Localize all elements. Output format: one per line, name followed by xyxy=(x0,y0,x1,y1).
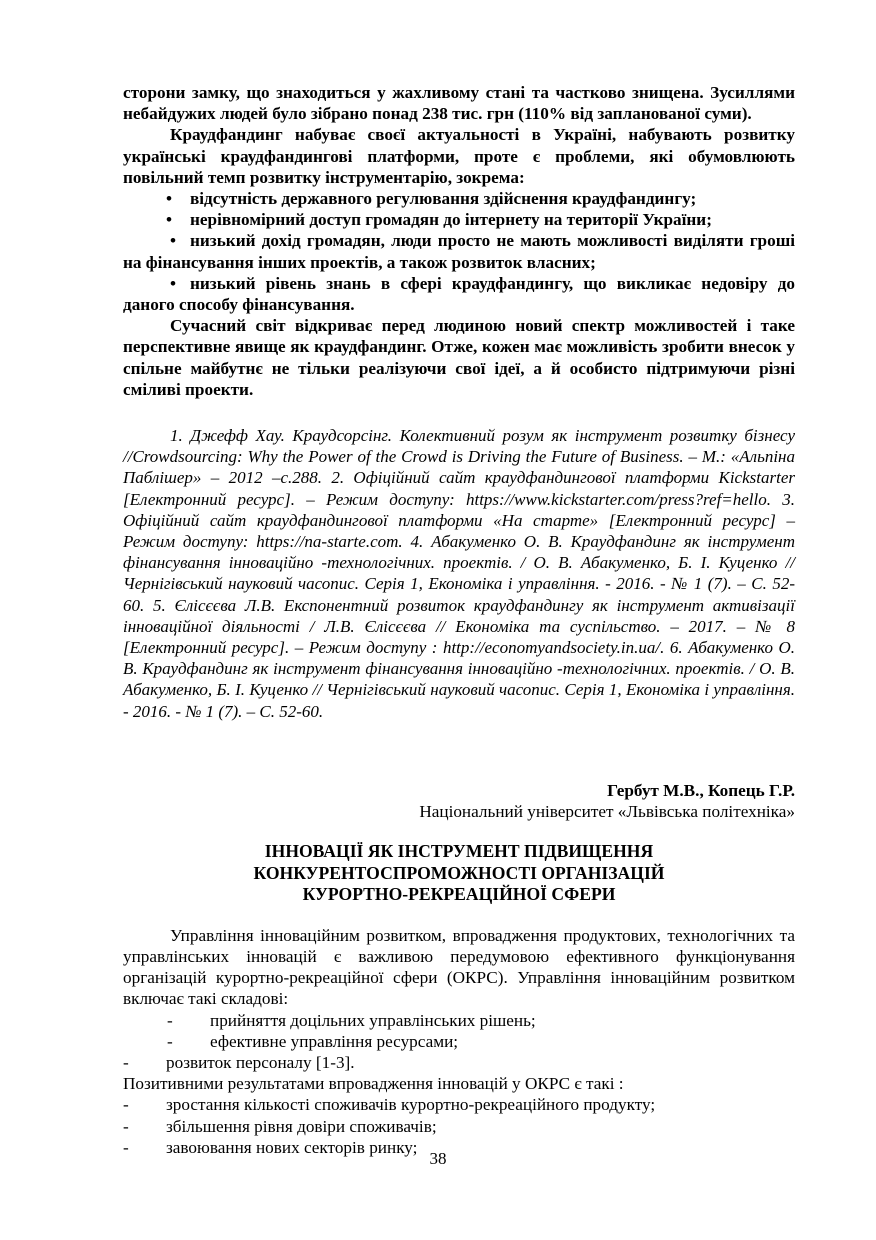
paragraph: сторони замку, що знаходиться у жахливому стані та частково знищена. Зусиллями небайдужих людей було зібрано понад 238 тис. грн (110% від запланованої суми). xyxy=(123,83,795,124)
article-title: ІННОВАЦІЇ ЯК ІНСТРУМЕНТ ПІДВИЩЕННЯ КОНКУРЕНТОСПРОМОЖНОСТІ ОРГАНІЗАЦІЙ КУРОРТНО-РЕКРЕАЦІЙНОЇ СФЕРИ xyxy=(253,841,665,905)
list-item: - прийняття доцільних управлінських рішень; xyxy=(167,1010,536,1030)
list-item: - зростання кількості споживачів курортно-рекреаційного продукту; xyxy=(123,1095,656,1115)
list-item: - збільшення рівня довіри споживачів; xyxy=(123,1116,437,1136)
crowdfunding-section xyxy=(123,82,795,400)
list-item: - ефективне управління ресурсами; xyxy=(167,1031,459,1051)
paragraph: Краудфандинг набуває своєї актуальності в Україні, набувають розвитку українські краудфандингові платформи, проте є проблеми, які обумовлюють повільний темп розвитку інструментарію, зокрема: xyxy=(123,125,795,187)
references xyxy=(123,425,795,722)
paragraph: Управління інноваційним розвитком, впровадження продуктових, технологічних та управлінських інновацій є важливою передумовою ефективного функціонування організацій курортно-рекреаційної сфери (ОКРС). Управління інноваційним розвитком включає такі складові: xyxy=(123,925,795,1009)
paragraph: Позитивними результатами впровадження інновацій у ОКРС є такі : xyxy=(123,1074,624,1094)
list-item: • нерівномірний доступ громадян до інтернету на території України; xyxy=(166,210,712,230)
dash-icon: - xyxy=(123,1116,129,1136)
bullet-icon: • xyxy=(166,210,173,230)
dash-icon: - xyxy=(167,1031,173,1051)
article-authors: Гербут М.В., Копець Г.Р. xyxy=(607,780,795,800)
dash-icon: - xyxy=(123,1095,129,1115)
paragraph: Сучасний світ відкриває перед людиною новий спектр можливостей і таке перспективне явище як краудфандинг. Отже, кожен має можливість зробити внесок у спільне майбутнє не тільки реалізуючи свої ідеї, а й особисто підтримуючи різні сміливі проекти. xyxy=(123,316,795,399)
dash-icon: - xyxy=(123,1053,129,1073)
page-number: 38 xyxy=(429,1149,447,1168)
bullet-icon: • xyxy=(170,273,177,293)
references-text: 1. Джефф Хау. Краудсорсінг. Колективний розум як інструмент розвитку бізнесу //Crowdsourcing: Why the Power of the Crowd is Driving the Future of Business. – М.: «Альпіна Паблішер» – 2012 –с.288. 2. Офіційний сайт краудфандингової платформи Kickstarter [Електронний ресурс]. – Режим доступу: https://www.kickstarter.com/press?ref=hello. 3. Офіційний сайт краудфандингової платформи «На старте» [Електронний ресурс] – Режим доступу: https://na-starte.com. 4. Абакуменко О. В. Краудфандинг як інструмент фінансування інноваційно -технологічних. проектів. / О. В. Абакуменко, Б. І. Куценко // Чернігівський науковий часопис. Серія 1, Економіка і управління. - 2016. - № 1 (7). – С. 52-60. 5. Єлісєєва Л.В. Експонентний розвиток краудфандингу як інструмент активізації інноваційної діяльності / Л.В. Єлісєєва // Економіка та суспільство. – 2017. – № 8 [Електронний ресурс]. – Режим доступу : http://economyandsociety.in.ua/. 6. Абакуменко О. В. Краудфандинг як інструмент фінансування інноваційно -технологічних. проектів. / О. В. Абакуменко, Б. І. Куценко // Чернігівський науковий часопис. Серія 1, Економіка і управління. - 2016. - № 1 (7). – С. 52-60. xyxy=(123,426,795,721)
article-body xyxy=(123,925,795,1158)
page-content xyxy=(123,82,795,1158)
list-item: • низький рівень знань в сфері краудфандингу, що викликає недовіру до даного способу фінансування. xyxy=(123,273,795,315)
dash-icon: - xyxy=(123,1137,129,1157)
list-item: • низький дохід громадян, люди просто не мають можливості виділяти гроші на фінансування інших проектів, а також розвиток власних; xyxy=(123,231,795,272)
bullet-icon: • xyxy=(166,189,173,209)
list-item: - розвиток персоналу [1-3]. xyxy=(123,1053,355,1073)
bullet-icon: • xyxy=(170,231,177,251)
author-affiliation: Національний університет «Львівська політехніка» xyxy=(419,802,795,822)
list-item: - завоювання нових секторів ринку; xyxy=(123,1137,418,1157)
dash-icon: - xyxy=(167,1010,173,1030)
list-item: • відсутність державного регулювання здійснення краудфандингу; xyxy=(166,189,697,209)
